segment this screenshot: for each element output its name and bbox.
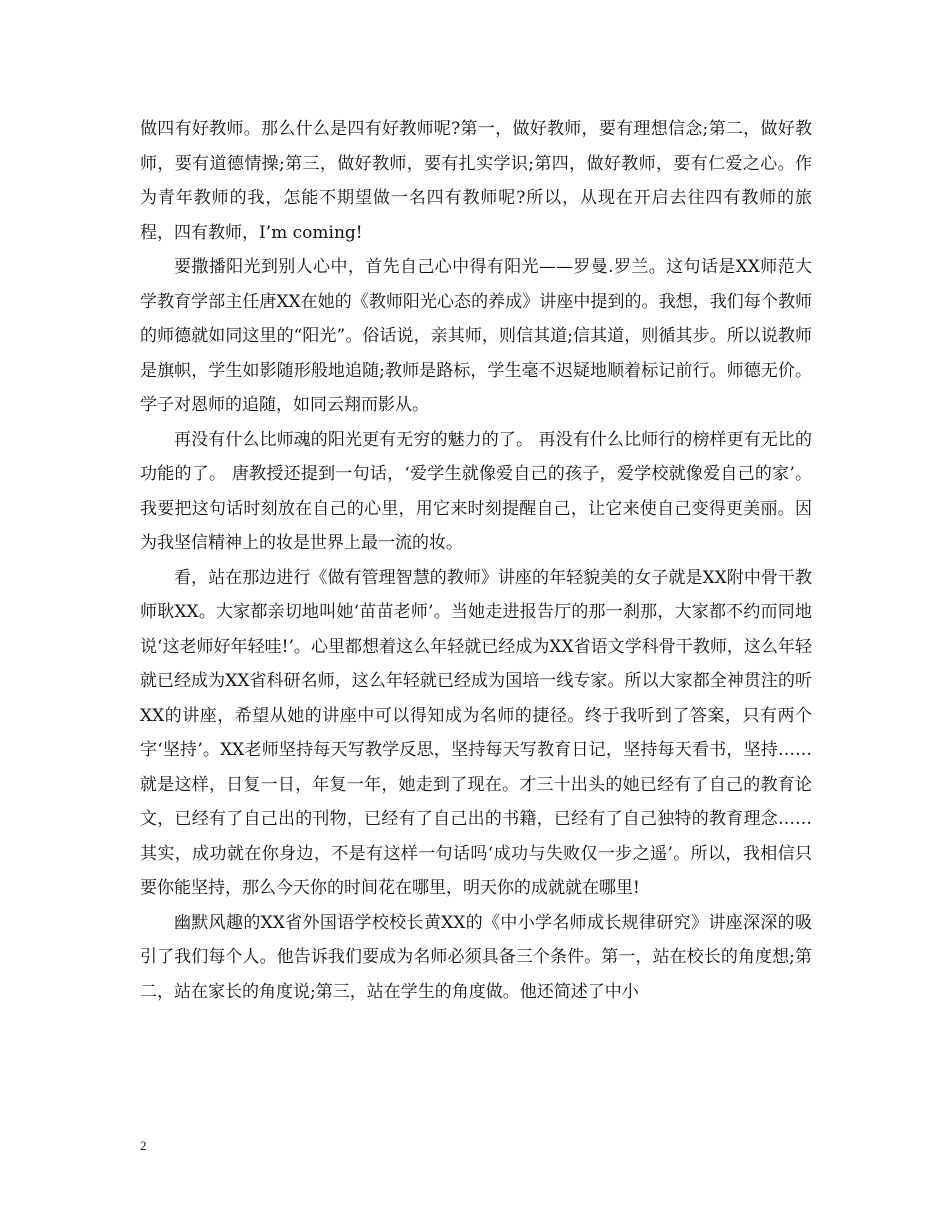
page-number: 2 bbox=[140, 1138, 147, 1153]
document-body bbox=[140, 112, 812, 1009]
paragraph-1: 做四有好教师。那么什么是四有好教师呢?第一，做好教师，要有理想信念;第二，做好教师，要有道德情操;第三，做好教师，要有扎实学识;第四，做好教师，要有仁爱之心。作为青年教师的我，怎能不期望做一名四有教师呢?所以，从现在开启去往四有教师的旅程，四有教师，I’m coming! bbox=[140, 119, 812, 243]
paragraph-3: 再没有什么比师魂的阳光更有无穷的魅力的了。 再没有什么比师行的榜样更有无比的功能的了。 唐教授还提到一句话，‘爱学生就像爱自己的孩子，爱学校就像爱自己的家’。我要把这句话时刻放在自己的心里，用它来时刻提醒自己，让它来使自己变得更美丽。因为我坚信精神上的妆是世界上最一流的妆。 bbox=[140, 429, 812, 553]
paragraph-2: 要撒播阳光到别人心中，首先自己心中得有阳光——罗曼.罗兰。这句话是XX师范大学教育学部主任唐XX在她的《教师阳光心态的养成》讲座中提到的。我想，我们每个教师的师德就如同这里的“阳光”。俗话说，亲其师，则信其道;信其道，则循其步。所以说教师是旗帜，学生如影随形般地追随;教师是路标，学生毫不迟疑地顺着标记前行。师德无价。学子对恩师的追随，如同云翔而影从。 bbox=[140, 257, 812, 415]
paragraph-5: 幽默风趣的XX省外国语学校校长黄XX的《中小学名师成长规律研究》讲座深深的吸引了我们每个人。他告诉我们要成为名师必须具备三个条件。第一，站在校长的角度想;第二，站在家长的角度说;第三，站在学生的角度做。他还简述了中小 bbox=[140, 912, 812, 1002]
paragraph-4: 看，站在那边进行《做有管理智慧的教师》讲座的年轻貌美的女子就是XX附中骨干教师耿XX。大家都亲切地叫她‘苗苗老师’。当她走进报告厅的那一刹那，大家都不约而同地说‘这老师好年轻哇!’。心里都想着这么年轻就已经成为XX省语文学科骨干教师，这么年轻就已经成为XX省科研名师，这么年轻就已经成为国培一线专家。所以大家都全神贯注的听XX的讲座，希望从她的讲座中可以得知成为名师的捷径。终于我听到了答案，只有两个字‘坚持’。XX老师坚持每天写教学反思，坚持每天写教育日记，坚持每天看书，坚持…… 就是这样，日复一日，年复一年，她走到了现在。才三十出头的她已经有了自己的教育论文，已经有了自己出的刊物，已经有了自己出的书籍，已经有了自己独特的教育理念……其实，成功就在你身边，不是有这样一句话吗‘成功与失败仅一步之遥’。所以，我相信只要你能坚持，那么今天你的时间花在哪里，明天你的成就就在哪里! bbox=[140, 567, 812, 898]
